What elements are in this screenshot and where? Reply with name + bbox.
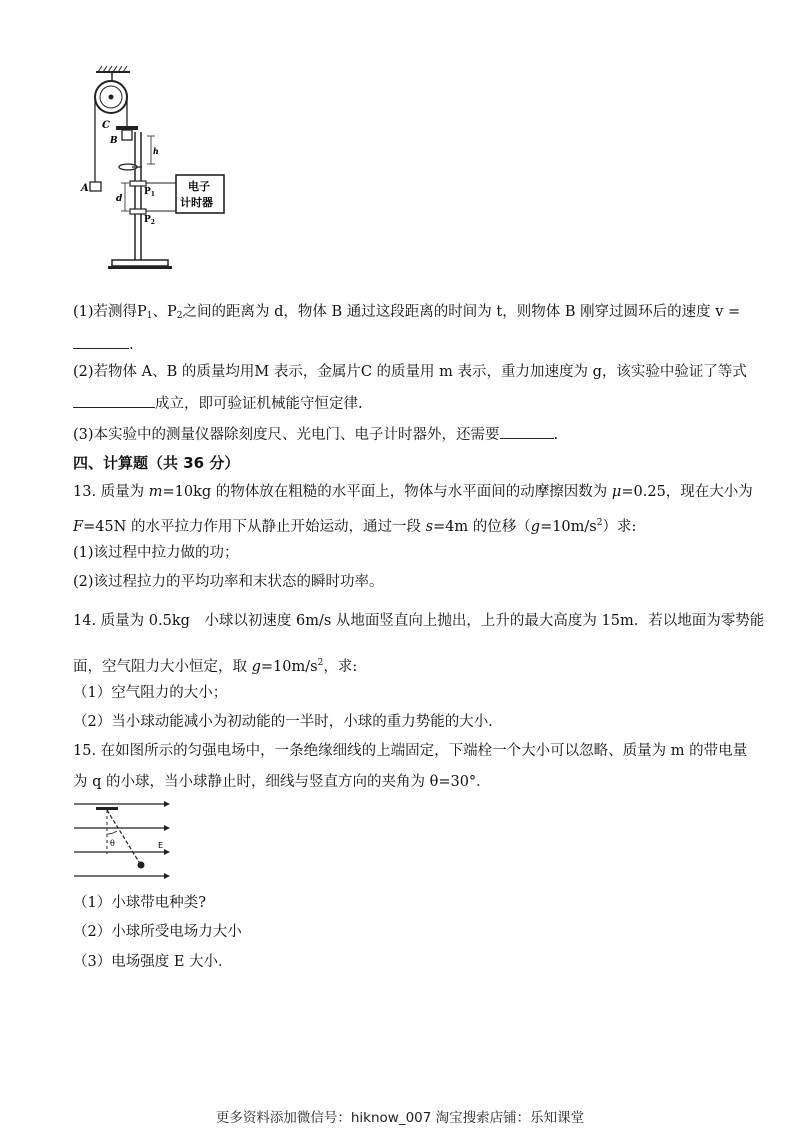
q15-sub2: （2）小球所受电场力大小: [73, 924, 242, 940]
answer-blank[interactable]: [500, 424, 554, 439]
q13-line2: F=45N 的水平拉力作用下从静止开始运动，通过一段 s=4m 的位移$(g=10m/s^2)$求:: [73, 518, 637, 535]
q14-sub1: （1）空气阻力的大小；: [73, 685, 228, 701]
q13-sub2: (2)该过程拉力的平均功率和末状态的瞬时功率。: [73, 574, 384, 590]
q14-line1: 14. 质量为 0.5kg 小球以初速度 6m/s 从地面竖直向上抛出，上升的最大高度为 15m．若以地面为零势能: [73, 613, 765, 629]
q-part2-line1: (2)若物体 A、B 的质量均用M 表示，金属片C 的质量用 m 表示，重力加速度为 g，该实验中验证了等式: [73, 364, 747, 380]
theta-label: θ: [110, 839, 115, 848]
q-part2-line2: 成立，即可验证机械能守恒定律.: [73, 393, 363, 414]
label-d: d: [116, 194, 123, 204]
q15-sub1: （1）小球带电种类?: [73, 895, 206, 911]
label-P1: $P_1$: [144, 187, 155, 198]
timer-label-1: 电子: [188, 180, 210, 193]
label-B: B: [110, 136, 118, 146]
label-A: A: [81, 183, 89, 194]
label-h: h: [153, 146, 159, 156]
electric-field-figure: [72, 796, 182, 886]
q14-sub2: （2）当小球动能减小为初动能的一半时，小球的重力势能的大小．: [73, 714, 503, 730]
q-part1-answer-line: .: [73, 334, 134, 355]
q13-sub1: (1)该过程中拉力做的功；: [73, 545, 239, 561]
timer-label-2: 计时器: [180, 196, 213, 209]
q-part3-line: (3)本实验中的测量仪器除刻度尺、光电门、电子计时器外，还需要 .: [73, 424, 558, 445]
apparatus-figure: [72, 64, 242, 276]
E-label: E: [158, 841, 164, 850]
label-P2: $P_2$: [144, 215, 155, 226]
q14-line2: 面，空气阻力大小恒定，取 $g=10m/s^2$，求:: [73, 658, 358, 675]
q15-line1: 15. 在如图所示的匀强电场中，一条绝缘细线的上端固定，下端栓一个大小可以忽略、质量为 m 的带电量: [73, 743, 748, 759]
q13-line1: 13. 质量为 m=10kg 的物体放在粗糙的水平面上，物体与水平面间的动摩擦因数为 μ=0.25，现在大小为: [73, 484, 753, 500]
q-part1-line: (1)若测得$P_1$、$P_2$之间的距离为 d，物体 B 通过这段距离的时间为 t，则物体 B 刚穿过圆环后的速度 v =: [73, 304, 741, 321]
page-footer: 更多资料添加微信号：hiknow_007 淘宝搜索店铺：乐知课堂: [215, 1110, 585, 1126]
answer-blank[interactable]: [73, 334, 129, 349]
section-heading: 四、计算题（共 36 分）: [73, 454, 240, 472]
q15-sub3: （3）电场强度 E 大小．: [73, 954, 233, 970]
label-C: C: [102, 120, 110, 131]
q15-line2: 为 q 的小球，当小球静止时，细线与竖直方向的夹角为 θ=30°．: [73, 774, 491, 790]
answer-blank[interactable]: [73, 393, 155, 408]
